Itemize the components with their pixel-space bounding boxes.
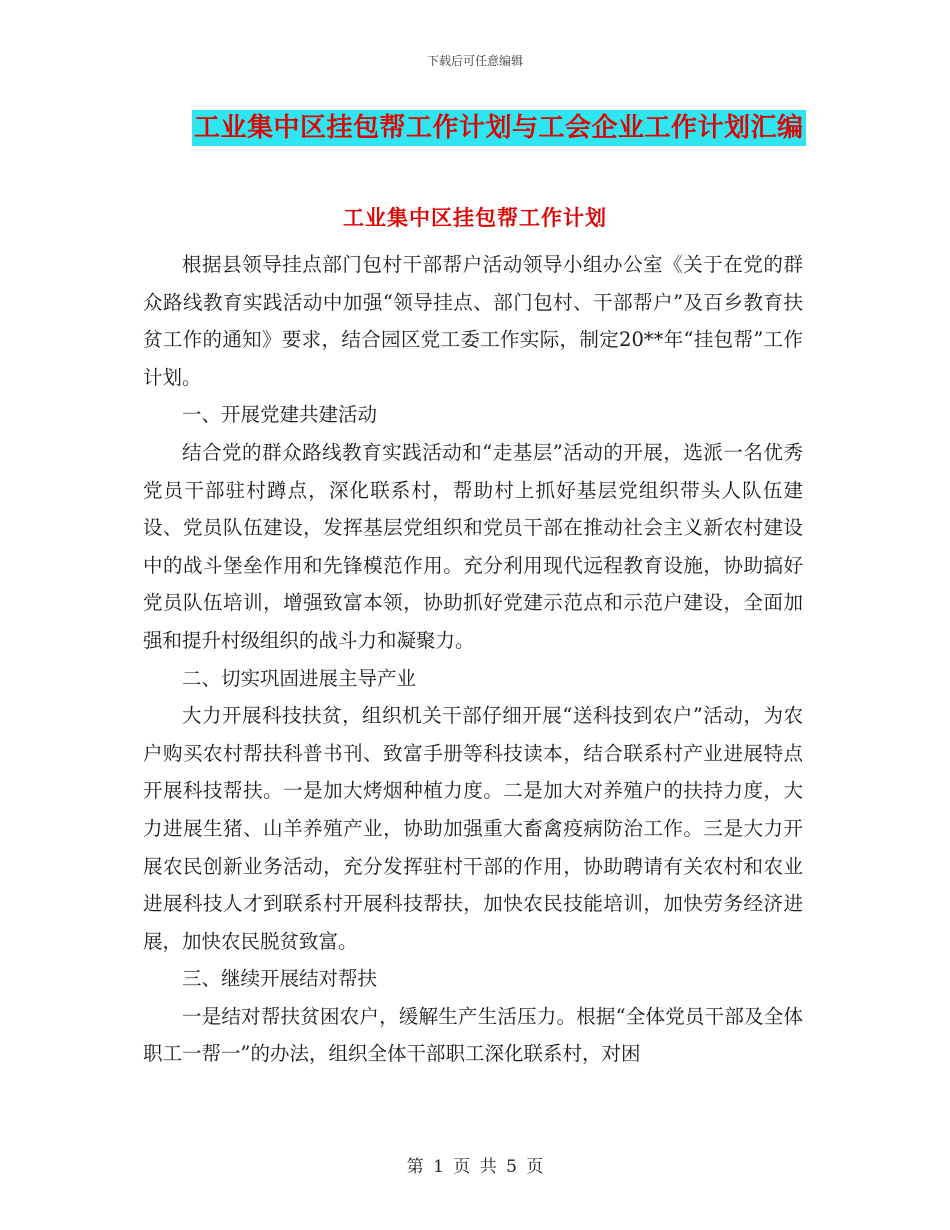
section-heading-2: 二、切实巩固进展主导产业: [182, 666, 417, 690]
intro-paragraph: 根据县领导挂点部门包村干部帮户活动领导小组办公室《关于在党的群众路线教育实践活动中加强“领导挂点、部门包村、干部帮户”及百乡教育扶贫工作的通知》要求，结合园区党工委工作实际，制定20**年“挂包帮”工作计划。: [143, 253, 803, 389]
body-paragraph: 一是结对帮扶贫困农户，缓解生产生活压力。根据“全体党员干部及全体职工一帮一”的办法，组织全体干部职工深化联系村，对困: [143, 1004, 803, 1066]
section-heading-3: 三、继续开展结对帮扶: [182, 967, 378, 991]
section-title: 工业集中区挂包帮工作计划: [343, 206, 607, 230]
section-heading-1: 一、开展党建共建活动: [182, 403, 378, 427]
document-main-title: 工业集中区挂包帮工作计划与工会企业工作计划汇编: [192, 110, 806, 146]
document-body: [143, 246, 803, 1073]
header-note: 下载后可任意编辑: [426, 54, 523, 68]
body-paragraph: 大力开展科技扶贫，组织机关干部仔细开展“送科技到农户”活动，为农户购买农村帮扶科普书刊、致富手册等科技读本，结合联系村产业进展特点开展科技帮扶。一是加大烤烟种植力度。二是加大对养殖户的扶持力度，大力进展生猪、山羊养殖产业，协助加强重大畜禽疫病防治工作。三是大力开展农民创新业务活动，充分发挥驻村干部的作用，协助聘请有关农村和农业进展科技人才到联系村开展科技帮扶，加快农民技能培训，加快劳务经济进展，加快农民脱贫致富。: [143, 704, 803, 953]
page-number-footer: 第 1 页 共 5 页: [406, 1157, 544, 1177]
body-paragraph: 结合党的群众路线教育实践活动和“走基层”活动的开展，选派一名优秀党员干部驻村蹲点，深化联系村，帮助村上抓好基层党组织带头人队伍建设、党员队伍建设，发挥基层党组织和党员干部在推动社会主义新农村建设中的战斗堡垒作用和先锋模范作用。充分利用现代远程教育设施，协助搞好党员队伍培训，增强致富本领，协助抓好党建示范点和示范户建设，全面加强和提升村级组织的战斗力和凝聚力。: [143, 440, 803, 652]
